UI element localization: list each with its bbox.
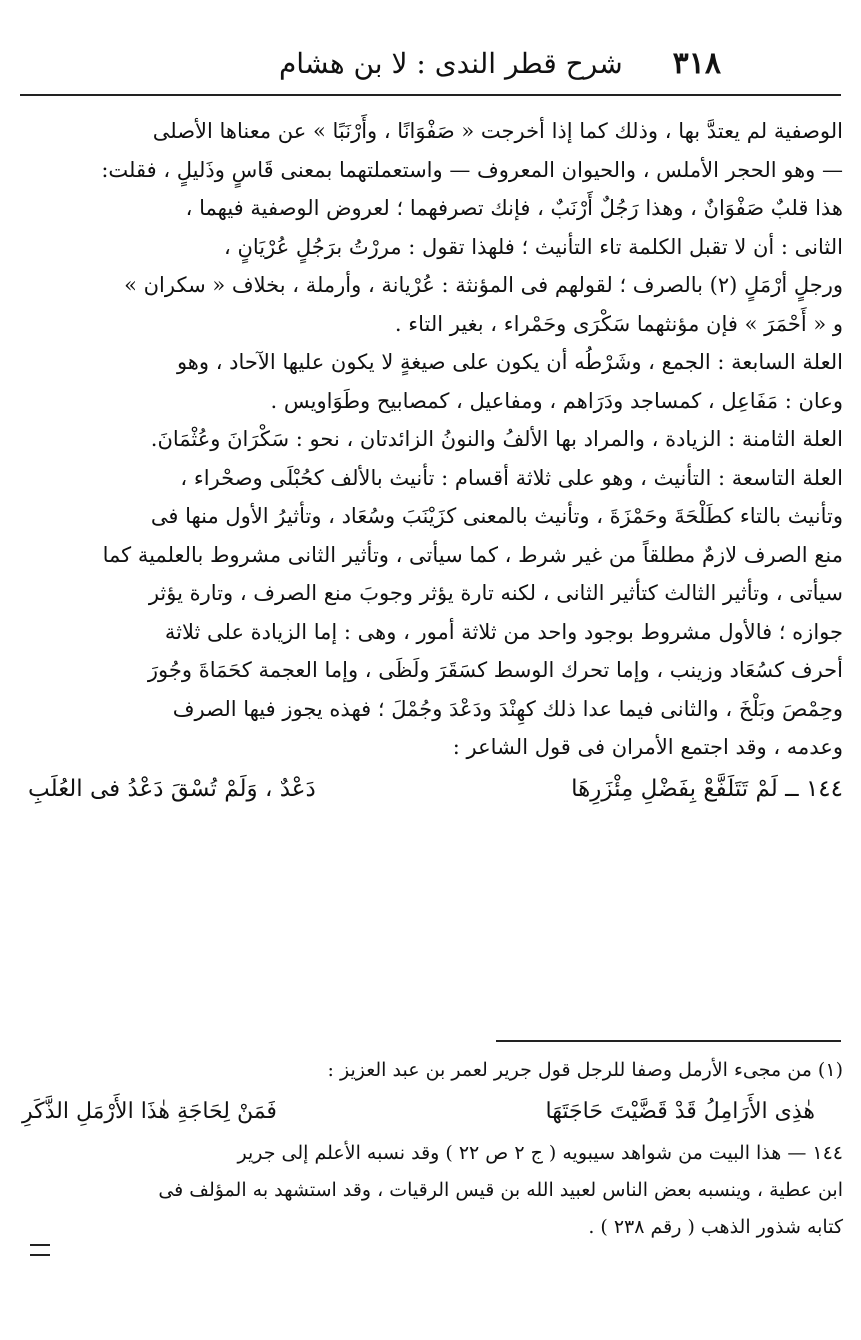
footnote-1-verse	[18, 1089, 843, 1135]
text-line: منع الصرف لازمٌ مطلقاً من غير شرط ، كما سيأتى ، وتأثير الثانى مشروط بالعلمية كما	[102, 542, 843, 567]
text-line: العلة الثامنة : الزيادة ، والمراد بها الألفُ والنونُ الزائدتان ، نحو : سَكْرَانَ وعُثْمَانَ.	[150, 427, 843, 451]
text-line: ورجلٍ أرْمَلٍ (٢) بالصرف ؛ لقولهم فى المؤنثة : عُرْيانة ، وأرملة ، بخلاف « سكران »	[124, 273, 843, 297]
text-line: وعدمه ، وقد اجتمع الأمران فى قول الشاعر :	[452, 735, 843, 759]
poetry-verse	[18, 767, 843, 811]
text-line: الثانى : أن لا تقبل الكلمة تاء التأنيث ؛ فلهذا تقول : مررْتُ برَجُلٍ عُرْيَانٍ ،	[223, 234, 843, 259]
footnote-144-line: كتابه شذور الذهب ( رقم ٢٣٨ ) .	[588, 1216, 843, 1238]
text-line: وتأنيث بالتاء كطَلْحَةَ وحَمْزَةَ ، وتأنيث بالمعنى كزَيْنَبَ وسُعَاد ، وتأثيرُ الأول منها فى	[150, 504, 843, 528]
text-line: و « أَحْمَرَ » فإن مؤنثهما سَكْرَى وحَمْراء ، بغير التاء .	[394, 311, 843, 336]
running-title: شرح قطر الندى : لا بن هشام	[278, 46, 623, 80]
verse-hemistich-second: دَعْدٌ ، وَلَمْ تُسْقَ دَعْدُ فى العُلَبِ	[28, 775, 316, 802]
text-line: الوصفية لم يعتدَّ بها ، وذلك كما إذا أخرجت « صَفْوَانًا ، وأَرْنَبًا » عن معناها الأصلى	[152, 119, 843, 143]
footnote-1-intro: (١) من مجىء الأرمل وصفا للرجل قول جرير لعمر بن عبد العزيز :	[327, 1059, 843, 1081]
main-text	[18, 112, 843, 811]
footnote-rule	[496, 1040, 841, 1042]
text-line: وعان : مَفَاعِل ، كمساجد ودَرَاهم ، ومفاعيل ، كمصابيح وطَوَاويس .	[270, 388, 843, 413]
page-number: ٣١٨	[672, 45, 721, 81]
text-line: أحرف كسُعَاد وزينب ، وإما تحرك الوسط كسَقَرَ ولَظَى ، وإما العجمة كحَمَاةَ وجُورَ	[147, 658, 843, 682]
end-mark	[30, 1244, 50, 1256]
verse-hemistich-first	[571, 767, 843, 811]
page-header	[20, 40, 841, 86]
footnote-verse-first: هٰذِى الأَرَامِلُ قَدْ قَضَّيْتَ حَاجَتَهَا	[545, 1099, 815, 1124]
verse-number: ١٤٤ ــ	[785, 775, 843, 802]
footnote-verse-second: فَمَنْ لِحَاجَةِ هٰذَا الأَرْمَلِ الذَّكَرِ	[22, 1099, 277, 1124]
text-line: سيأتى ، وتأثير الثالث كتأثير الثانى ، لكنه تارة يؤثر وجوبَ منع الصرف ، وتارة يؤثر	[148, 581, 843, 605]
verse-text-first: لَمْ تَتَلَفَّعْ بِفَضْلِ مِئْزَرِهَا	[571, 775, 778, 802]
footnotes	[18, 1052, 843, 1246]
text-line: العلة السابعة : الجمع ، وشَرْطُه أن يكون على صيغةٍ لا يكون عليها الآحاد ، وهو	[176, 350, 843, 374]
text-line: العلة التاسعة : التأنيث ، وهو على ثلاثة أقسام : تأنيث بالألف كحُبْلَى وصحْراء ،	[180, 465, 843, 490]
text-line: وحِمْصَ وبَلْخَ ، والثانى فيما عدا ذلك كهِنْدَ ودَعْدَ وجُمْلَ ؛ فهذه يجوز فيها الصرف	[172, 696, 843, 721]
header-rule	[20, 94, 841, 96]
footnote-144-line: ١٤٤ — هذا البيت من شواهد سيبويه ( ج ٢ ص ٢٢ ) وقد نسبه الأعلم إلى جرير	[237, 1142, 843, 1164]
footnote-144-line: ابن عطية ، وينسبه بعض الناس لعبيد الله بن قيس الرقيات ، وقد استشهد به المؤلف فى	[158, 1179, 843, 1201]
text-line: جوازه ؛ فالأول مشروط بوجود واحد من ثلاثة أمور ، وهى : إما الزيادة على ثلاثة	[164, 619, 843, 644]
text-line: هذا قلبٌ صَفْوَانٌ ، وهذا رَجُلٌ أَرْنَبٌ ، فإنك تصرفهما ؛ لعروض الوصفية فيهما ،	[185, 196, 843, 220]
text-line: — وهو الحجر الأملس ، والحيوان المعروف — واستعملتهما بمعنى قَاسٍ وذَليلٍ ، فقلت:	[101, 157, 843, 182]
